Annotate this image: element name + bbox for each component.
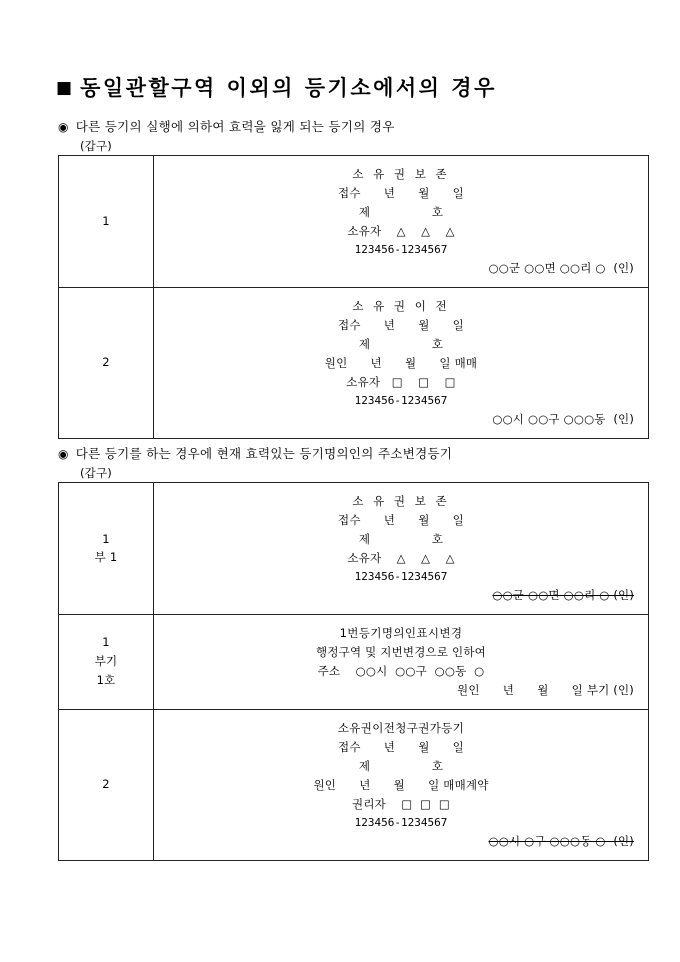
row-number-line: 1 [102, 531, 110, 546]
entry-line: 제 호 [358, 531, 444, 546]
entry-title: 소 유 권 보 존 [352, 494, 450, 508]
row-number-cell: 2 [59, 287, 154, 438]
entry-address: ○○군 ○○면 ○○리 ○ (인) [488, 261, 634, 276]
table-row [59, 709, 649, 860]
row-content-cell [154, 614, 649, 709]
entry-line: 원인 년 월 일 부기 (인) [457, 682, 634, 697]
row-number-line: 1 [102, 635, 110, 650]
row-content-cell [154, 483, 649, 615]
entry-id-number: 123456-1234567 [354, 242, 448, 256]
table-row [59, 614, 649, 709]
entry-line: 제 호 [358, 204, 444, 219]
section-heading-2-text: 다른 등기를 하는 경우에 현재 효력있는 등기명의인의 주소변경등기 [75, 446, 453, 461]
entry-title: 소유권이전청구권가등기 [337, 720, 465, 735]
row-number-line: 부기 [94, 654, 118, 669]
row-number-line: 1호 [96, 673, 116, 688]
row-content-cell [154, 156, 649, 288]
entry-id-number: 123456-1234567 [354, 569, 448, 583]
row-content-cell [154, 709, 649, 860]
registry-table-1 [58, 155, 649, 439]
entry-title: 1번등기명의인표시변경 [339, 625, 463, 640]
entry-line: 원인 년 월 일 매매계약 [313, 777, 489, 792]
entry-line: 권리자 □ □ □ [352, 796, 450, 811]
entry-line: 접수 년 월 일 [338, 185, 464, 200]
entry-title: 소 유 권 이 전 [352, 298, 450, 313]
entry-line: 접수 년 월 일 [338, 739, 464, 754]
row-content-cell [154, 287, 649, 438]
entry-address-struck: ○○시 ○구 ○○○동 ○ (인) [488, 833, 634, 848]
row-number-cell [59, 614, 154, 709]
page-title [56, 72, 497, 102]
circle-bullet-icon: ◉ [58, 446, 69, 461]
entry-line: 소유자 △ △ △ [347, 223, 455, 238]
registry-table-2 [58, 482, 649, 861]
entry-address: ○○시 ○○구 ○○○동 (인) [492, 411, 634, 426]
row-number-cell: 1 [59, 156, 154, 288]
table-row [59, 483, 649, 615]
square-bullet-icon: ■ [56, 78, 73, 98]
section-heading-2 [58, 444, 452, 462]
entry-id-number: 123456-1234567 [354, 815, 448, 829]
entry-line: 접수 년 월 일 [338, 317, 464, 332]
entry-line: 원인 년 월 일 매매 [324, 355, 478, 370]
section-heading-1-text: 다른 등기의 실행에 의하여 효력을 잃게 되는 등기의 경우 [75, 119, 395, 134]
entry-line: 행정구역 및 지번변경으로 인하여 [316, 644, 486, 659]
section-subheading-1: (갑구) [80, 139, 112, 153]
entry-line: 소유자 □ □ □ [346, 374, 456, 389]
section-heading-1 [58, 117, 395, 135]
entry-line: 소유자 △ △ △ [347, 550, 455, 565]
section-subheading-2: (갑구) [80, 466, 112, 480]
table-row [59, 156, 649, 288]
entry-address-struck: ○○군 ○○면 ○○리 ○ (인) [492, 588, 634, 603]
entry-line: 제 호 [358, 758, 444, 773]
row-number-cell: 2 [59, 709, 154, 860]
row-number-cell [59, 483, 154, 615]
entry-line: 제 호 [358, 336, 444, 351]
entry-title: 소 유 권 보 존 [352, 167, 450, 181]
circle-bullet-icon: ◉ [58, 119, 69, 134]
table-row [59, 287, 649, 438]
entry-line: 주소 ○○시 ○○구 ○○동 ○ [317, 663, 485, 678]
entry-id-number: 123456-1234567 [354, 393, 448, 407]
entry-line: 접수 년 월 일 [338, 512, 464, 527]
page-title-text: 동일관할구역 이외의 등기소에서의 경우 [80, 75, 497, 100]
row-number-line: 부 1 [94, 550, 118, 565]
